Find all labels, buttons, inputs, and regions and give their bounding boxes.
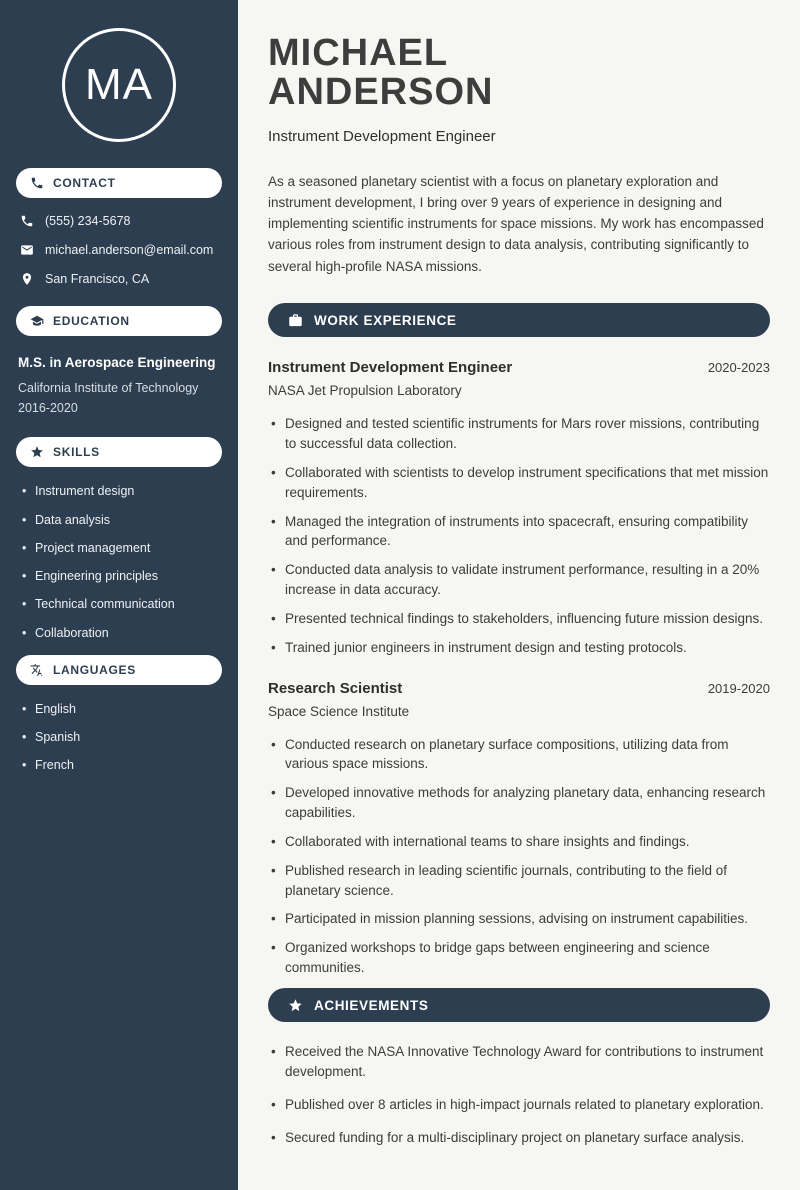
contact-email-row: [16, 243, 222, 257]
headline-job-title: Instrument Development Engineer: [268, 127, 496, 145]
skills-section-header: [16, 437, 222, 467]
contact-phone: (555) 234-5678: [45, 214, 131, 228]
contact-phone-row: [16, 214, 222, 228]
avatar-initials: MA: [85, 60, 153, 109]
job-bullet: • Organized workshops to bridge gaps between engineering and science communities.: [268, 938, 770, 978]
education-section-label: EDUCATION: [53, 314, 130, 328]
contact-section-label: CONTACT: [53, 176, 116, 190]
graduation-cap-icon: [30, 314, 44, 328]
job-bullet: • Developed innovative methods for analyzing planetary data, enhancing research capabilities.: [268, 783, 770, 823]
job-header: [268, 680, 770, 697]
translate-icon: [30, 663, 44, 677]
job-entry: [268, 680, 770, 978]
person-name: [268, 34, 770, 112]
language-item: • French: [22, 757, 222, 773]
contact-section-header: [16, 168, 222, 198]
job-company: Space Science Institute: [268, 703, 410, 719]
job-bullet: • Presented technical findings to stakeholders, influencing future mission designs.: [268, 609, 770, 629]
education-years: 2016-2020: [18, 401, 78, 416]
last-name: ANDERSON: [268, 70, 494, 113]
phone-icon: [30, 176, 44, 190]
language-item: • Spanish: [22, 729, 222, 745]
job-bullet: • Participated in mission planning sessions, advising on instrument capabilities.: [268, 909, 770, 929]
job-header: [268, 359, 770, 376]
job-dates: 2019-2020: [707, 680, 770, 696]
job-bullet: • Collaborated with international teams to share insights and findings.: [268, 832, 770, 852]
skills-list: [16, 483, 222, 641]
phone-icon: [20, 214, 34, 228]
email-icon: [20, 243, 34, 257]
education-entry: [16, 354, 222, 415]
job-role: Research Scientist: [268, 679, 403, 697]
job-bullet: • Collaborated with scientists to develop instrument specifications that met mission requirements.: [268, 463, 770, 503]
achievements-list: [268, 1042, 770, 1147]
work-experience-label: WORK EXPERIENCE: [314, 312, 457, 328]
job-bullet: • Trained junior engineers in instrument design and testing protocols.: [268, 638, 770, 658]
work-experience-list: [268, 359, 770, 978]
skill-item: • Technical communication: [22, 596, 222, 612]
contact-location: San Francisco, CA: [45, 272, 150, 286]
languages-list: [16, 701, 222, 774]
skill-item: • Project management: [22, 540, 222, 556]
summary-paragraph: As a seasoned planetary scientist with a focus on planetary exploration and instrument development, I bring over 9 years of experience in designing and implementing scientific instruments for space missions. My work has encompassed various roles from instrument design to data analysis, contributing significantly to several high-profile NASA missions.: [268, 173, 764, 274]
skill-item: • Collaboration: [22, 625, 222, 641]
job-role: Instrument Development Engineer: [268, 359, 513, 377]
location-pin-icon: [20, 272, 34, 286]
job-bullet: • Conducted data analysis to validate instrument performance, resulting in a 20% increase in data accuracy.: [268, 560, 770, 600]
skill-item: • Data analysis: [22, 512, 222, 528]
job-bullet: • Managed the integration of instruments into spacecraft, ensuring compatibility and performance.: [268, 512, 770, 552]
skill-item: • Engineering principles: [22, 568, 222, 584]
skills-section-label: SKILLS: [53, 445, 100, 460]
education-section-header: [16, 306, 222, 336]
first-name: MICHAEL: [268, 32, 449, 74]
achievement-bullet: • Received the NASA Innovative Technology Award for contributions to instrument development.: [268, 1042, 770, 1082]
language-item: • English: [22, 701, 222, 717]
avatar: [62, 28, 176, 142]
achievement-bullet: • Secured funding for a multi-disciplinary project on planetary surface analysis.: [268, 1128, 770, 1148]
job-bullet: • Published research in leading scientific journals, contributing to the field of planetary science.: [268, 861, 770, 901]
main-content: [238, 0, 800, 1190]
job-bullet-list: [268, 735, 770, 978]
star-icon: [30, 445, 44, 459]
star-icon: [288, 998, 303, 1013]
sidebar: [0, 0, 238, 1190]
job-bullet-list: [268, 414, 770, 657]
achievement-bullet: • Published over 8 articles in high-impact journals related to planetary exploration.: [268, 1095, 770, 1115]
job-bullet: • Designed and tested scientific instruments for Mars rover missions, contributing to successful data collection.: [268, 414, 770, 454]
achievements-label: ACHIEVEMENTS: [314, 997, 429, 1013]
languages-section-header: [16, 655, 222, 685]
job-dates: 2020-2023: [707, 360, 770, 376]
education-degree: M.S. in Aerospace Engineering: [18, 355, 216, 370]
contact-info: [16, 214, 222, 286]
job-entry: [268, 359, 770, 657]
skill-item: • Instrument design: [22, 483, 222, 499]
job-company: NASA Jet Propulsion Laboratory: [268, 383, 462, 399]
briefcase-icon: [288, 313, 303, 328]
education-school: California Institute of Technology: [18, 381, 199, 396]
languages-section-label: LANGUAGES: [53, 662, 136, 677]
work-experience-header: [268, 303, 770, 337]
job-bullet: • Conducted research on planetary surface compositions, utilizing data from various space missions.: [268, 735, 770, 775]
achievements-header: [268, 988, 770, 1022]
contact-location-row: [16, 272, 222, 286]
contact-email: michael.anderson@email.com: [45, 243, 214, 257]
